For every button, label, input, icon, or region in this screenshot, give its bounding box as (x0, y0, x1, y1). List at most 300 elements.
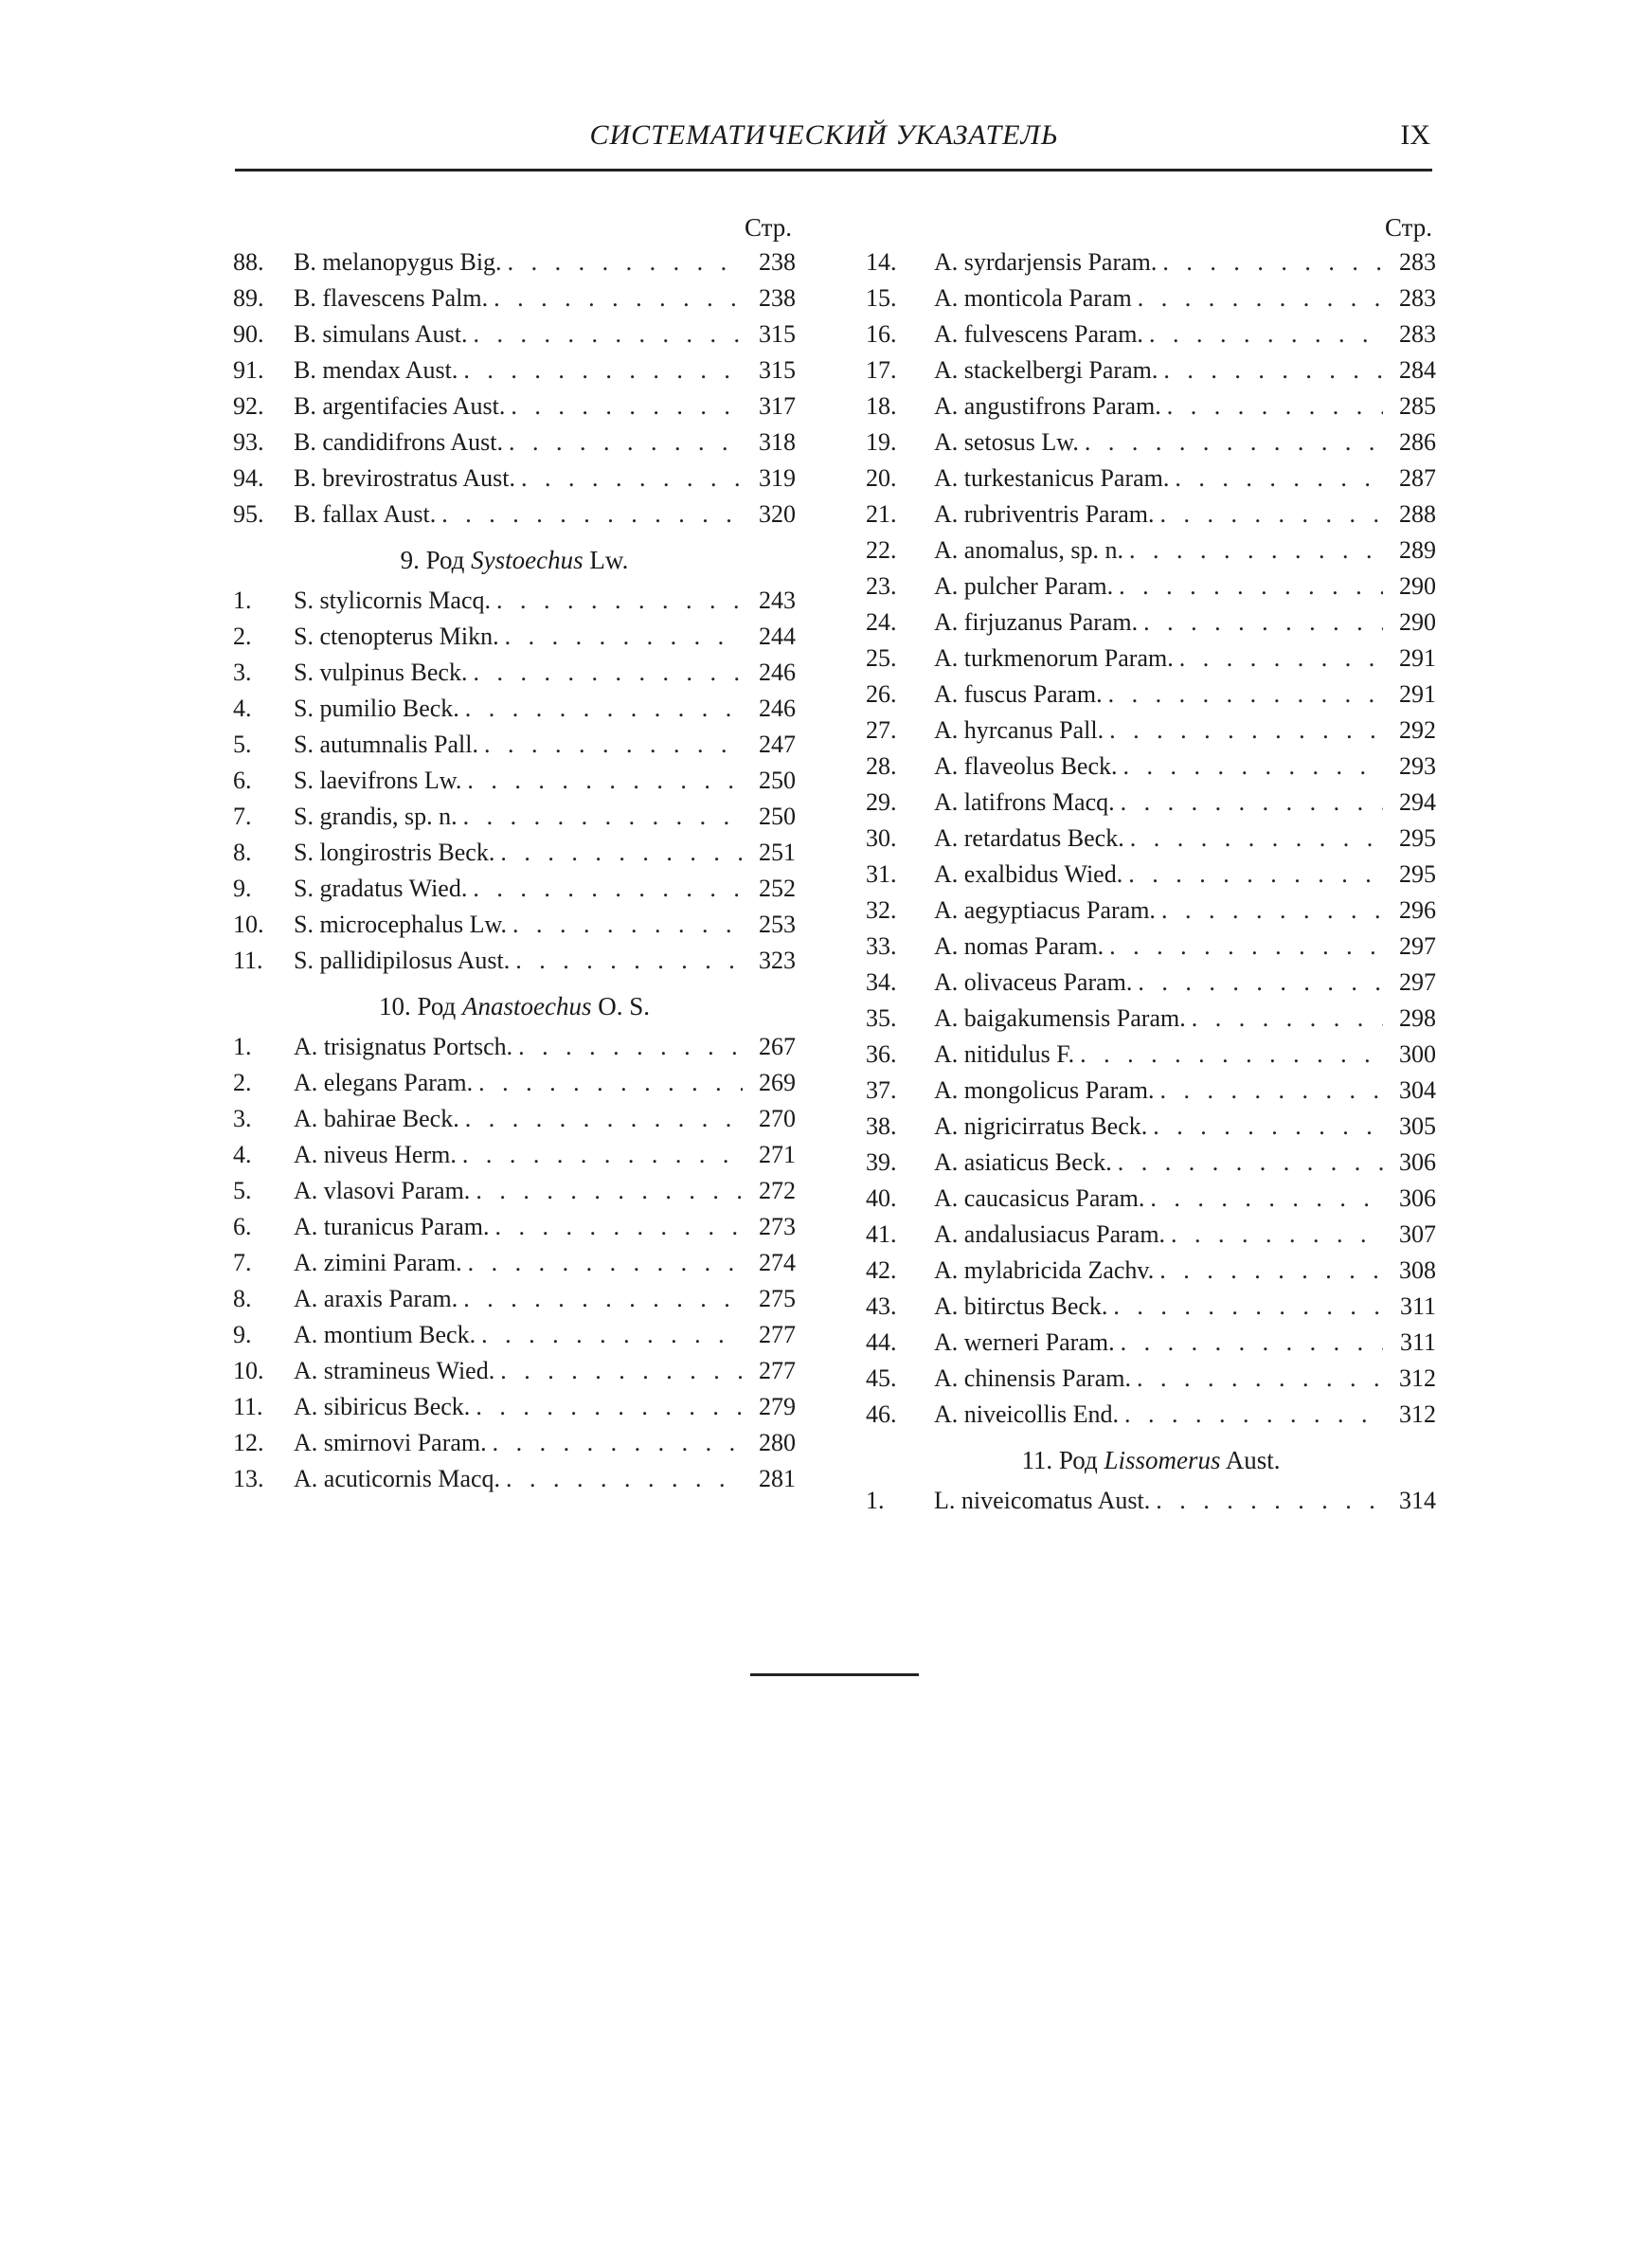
leader-dots (1169, 460, 1383, 497)
species-name: B. simulans Aust. (294, 320, 468, 348)
index-column-left (233, 210, 796, 1497)
index-entry (866, 244, 1436, 280)
index-entry (233, 799, 796, 835)
page-ref: 283 (1399, 320, 1436, 348)
species-name: A. nitidulus F. (934, 1040, 1075, 1068)
leader-dots (1123, 533, 1383, 569)
entry-number: 20. (866, 464, 897, 492)
index-entry (866, 1217, 1436, 1253)
entry-number: 92. (233, 392, 264, 420)
page-ref: 283 (1399, 248, 1436, 276)
species-name: A. trisignatus Portsch. (294, 1033, 513, 1060)
index-entry (866, 497, 1436, 533)
entry-number: 25. (866, 644, 897, 672)
index-entry (233, 1173, 796, 1209)
species-name: A. nigricirratus Beck. (934, 1112, 1148, 1140)
index-entry (866, 965, 1436, 1001)
entry-number: 9. (233, 875, 252, 902)
index-entry (866, 1001, 1436, 1037)
leader-dots (491, 583, 743, 619)
entry-number: 40. (866, 1184, 897, 1212)
index-entry (233, 943, 796, 979)
species-name: B. candidifrons Aust. (294, 428, 503, 456)
page-ref: 315 (759, 320, 796, 348)
page-ref: 295 (1399, 860, 1436, 888)
index-entry (233, 280, 796, 316)
page-ref: 311 (1399, 1292, 1436, 1320)
index-entry (866, 1483, 1436, 1519)
index-entry (866, 316, 1436, 352)
index-entry (866, 1361, 1436, 1397)
entry-number: 8. (233, 839, 252, 866)
entry-list (233, 583, 796, 979)
page-ref: 251 (759, 839, 796, 866)
page-ref: 246 (759, 695, 796, 722)
entry-number: 31. (866, 860, 897, 888)
page-ref: 252 (759, 875, 796, 902)
index-entry (866, 280, 1436, 316)
leader-dots (1147, 1109, 1383, 1145)
page-ref: 317 (759, 392, 796, 420)
leader-dots (467, 316, 743, 352)
leader-dots (1074, 1037, 1383, 1073)
page-ref: 308 (1399, 1256, 1436, 1284)
species-name: A. pulcher Param. (934, 572, 1114, 600)
leader-dots (1156, 893, 1383, 929)
page-ref: 271 (759, 1141, 796, 1168)
species-name: S. stylicornis Macq. (294, 587, 491, 614)
page-ref: 293 (1399, 752, 1436, 780)
leader-dots (1161, 388, 1383, 424)
leader-dots (500, 1461, 743, 1497)
index-entry (866, 1109, 1436, 1145)
page-ref: 270 (759, 1105, 796, 1132)
index-entry (866, 388, 1436, 424)
leader-dots (1079, 424, 1383, 460)
species-name: A. nomas Param. (934, 932, 1104, 960)
page-header-title: СИСТЕМАТИЧЕСКИЙ УКАЗАТЕЛЬ (589, 119, 1059, 151)
leader-dots (1155, 1073, 1383, 1109)
entry-number: 2. (233, 1069, 252, 1096)
header-divider (235, 169, 1432, 172)
leader-dots (1103, 677, 1383, 713)
species-name: B. argentifacies Aust. (294, 392, 506, 420)
page-ref: 247 (759, 731, 796, 758)
index-entry (233, 424, 796, 460)
page-ref: 283 (1399, 284, 1436, 312)
index-entry (866, 1181, 1436, 1217)
species-name: L. niveicomatus Aust. (934, 1487, 1151, 1514)
species-name: A. stramineus Wied. (294, 1357, 495, 1384)
leader-dots (1150, 1483, 1383, 1519)
entry-number: 34. (866, 968, 897, 996)
index-entry (866, 1145, 1436, 1181)
entry-number: 89. (233, 284, 264, 312)
page-ref: 291 (1399, 680, 1436, 708)
index-entry (233, 619, 796, 655)
index-entry (233, 244, 796, 280)
page-ref: 318 (759, 428, 796, 456)
entry-number: 1. (866, 1487, 885, 1514)
entry-number: 35. (866, 1004, 897, 1032)
page-ref: 312 (1399, 1400, 1436, 1428)
index-entry (866, 1289, 1436, 1325)
leader-dots (1144, 1181, 1383, 1217)
page-ref: 244 (759, 623, 796, 650)
species-name: A. baigakumensis Param. (934, 1004, 1186, 1032)
species-name: A. sibiricus Beck. (294, 1393, 471, 1420)
page-ref: 284 (1399, 356, 1436, 384)
page-ref: 290 (1399, 572, 1436, 600)
page-ref: 298 (1399, 1004, 1436, 1032)
species-name: A. asiaticus Beck. (934, 1148, 1112, 1176)
species-name: A. syrdarjensis Param. (934, 248, 1158, 276)
page-ref: 304 (1399, 1076, 1436, 1104)
page-ref: 273 (759, 1213, 796, 1240)
species-name: A. andalusiacus Param. (934, 1220, 1166, 1248)
species-name: S. autumnalis Pall. (294, 731, 478, 758)
entry-number: 95. (233, 500, 264, 528)
leader-dots (1104, 713, 1383, 749)
leader-dots (459, 691, 743, 727)
entry-number: 22. (866, 536, 897, 564)
species-name: A. fuscus Param. (934, 680, 1103, 708)
species-name: A. fulvescens Param. (934, 320, 1143, 348)
leader-dots (1113, 569, 1383, 605)
page-ref: 292 (1399, 716, 1436, 744)
species-name: A. elegans Param. (294, 1069, 474, 1096)
index-entry (866, 533, 1436, 569)
index-column-right (866, 210, 1436, 1519)
page-number: IX (1400, 119, 1430, 151)
leader-dots (488, 280, 743, 316)
species-name: B. flavescens Palm. (294, 284, 489, 312)
page-ref: 238 (759, 248, 796, 276)
species-name: A. stackelbergi Param. (934, 356, 1158, 384)
entry-number: 29. (866, 788, 897, 816)
leader-dots (1186, 1001, 1383, 1037)
entry-number: 2. (233, 623, 252, 650)
species-name: A. smirnovi Param. (294, 1429, 487, 1456)
index-entry (233, 1245, 796, 1281)
page-column-label: Стр. (1384, 213, 1432, 242)
page-ref: 314 (1399, 1487, 1436, 1514)
leader-dots (1124, 821, 1383, 857)
entry-number: 33. (866, 932, 897, 960)
entry-number: 91. (233, 356, 264, 384)
index-entry (233, 1389, 796, 1425)
leader-dots (510, 943, 743, 979)
index-entry (233, 388, 796, 424)
leader-dots (1157, 244, 1383, 280)
leader-dots (1158, 352, 1383, 388)
species-name: S. longirostris Beck. (294, 839, 495, 866)
page-ref: 288 (1399, 500, 1436, 528)
genus-prefix: 10. Род (378, 992, 457, 1020)
page-ref: 296 (1399, 896, 1436, 924)
page-ref: 279 (759, 1393, 796, 1420)
index-entry (866, 785, 1436, 821)
entry-number: 26. (866, 680, 897, 708)
leader-dots (507, 907, 743, 943)
index-entry (233, 1317, 796, 1353)
species-name: A. chinensis Param. (934, 1364, 1131, 1392)
genus-name: Anastoechus (462, 992, 592, 1020)
page-ref: 281 (759, 1465, 796, 1492)
species-name: A. araxis Param. (294, 1285, 458, 1312)
species-name: A. angustifrons Param. (934, 392, 1161, 420)
index-entry (866, 1037, 1436, 1073)
species-name: S. vulpinus Beck. (294, 659, 468, 686)
page-ref: 285 (1399, 392, 1436, 420)
species-name: A. montium Beck. (294, 1321, 476, 1348)
species-name: A. niveus Herm. (294, 1141, 457, 1168)
entry-number: 14. (866, 248, 897, 276)
genus-author: Lw. (589, 546, 629, 574)
page-ref: 320 (759, 500, 796, 528)
index-entry (233, 1209, 796, 1245)
leader-dots (505, 388, 743, 424)
entry-number: 30. (866, 824, 897, 852)
species-name: A. hyrcanus Pall. (934, 716, 1104, 744)
page-ref: 250 (759, 767, 796, 794)
index-entry (866, 929, 1436, 965)
index-entry (233, 1137, 796, 1173)
species-name: S. gradatus Wied. (294, 875, 468, 902)
species-name: A. caucasicus Param. (934, 1184, 1145, 1212)
genus-name: Systoechus (471, 546, 584, 574)
entry-number: 17. (866, 356, 897, 384)
entry-number: 3. (233, 659, 252, 686)
entry-number: 24. (866, 608, 897, 636)
entry-number: 19. (866, 428, 897, 456)
index-entry (233, 691, 796, 727)
species-name: A. turkestanicus Param. (934, 464, 1170, 492)
index-entry (866, 424, 1436, 460)
entry-number: 88. (233, 248, 264, 276)
entry-number: 44. (866, 1328, 897, 1356)
entry-number: 13. (233, 1465, 264, 1492)
species-name: A. werneri Param. (934, 1328, 1115, 1356)
page-ref: 286 (1399, 428, 1436, 456)
genus-prefix: 9. Род (400, 546, 465, 574)
page-ref: 300 (1399, 1040, 1436, 1068)
page-ref: 287 (1399, 464, 1436, 492)
leader-dots (462, 1245, 743, 1281)
index-entry (866, 677, 1436, 713)
entry-number: 5. (233, 731, 252, 758)
index-entry (233, 727, 796, 763)
entry-number: 93. (233, 428, 264, 456)
index-entry (866, 893, 1436, 929)
page-ref: 319 (759, 464, 796, 492)
index-entry (233, 907, 796, 943)
leader-dots (499, 619, 743, 655)
leader-dots (512, 1029, 743, 1065)
page-ref: 311 (1399, 1328, 1436, 1356)
entry-number: 6. (233, 1213, 252, 1240)
genus-heading-lissomerus (866, 1437, 1436, 1483)
leader-dots (459, 1101, 743, 1137)
entry-number: 23. (866, 572, 897, 600)
leader-dots (467, 871, 743, 907)
index-entry (866, 605, 1436, 641)
entry-number: 90. (233, 320, 264, 348)
species-name: A. latifrons Macq. (934, 788, 1115, 816)
page-ref: 250 (759, 803, 796, 830)
page-ref: 294 (1399, 788, 1436, 816)
page-ref: 307 (1399, 1220, 1436, 1248)
index-entry (866, 821, 1436, 857)
entry-number: 32. (866, 896, 897, 924)
entry-number: 16. (866, 320, 897, 348)
entry-number: 5. (233, 1177, 252, 1204)
genus-prefix: 11. Род (1021, 1446, 1098, 1474)
species-name: A. zimini Param. (294, 1249, 462, 1276)
page-column-label: Стр. (744, 213, 792, 242)
leader-dots (1174, 641, 1383, 677)
species-name: S. pumilio Beck. (294, 695, 459, 722)
species-name: A. rubriventris Param. (934, 500, 1155, 528)
leader-dots (502, 244, 743, 280)
leader-dots (1155, 497, 1383, 533)
species-name: B. brevirostratus Aust. (294, 464, 515, 492)
species-name: A. setosus Lw. (934, 428, 1079, 456)
leader-dots (1122, 857, 1383, 893)
page-ref: 306 (1399, 1148, 1436, 1176)
entry-number: 36. (866, 1040, 897, 1068)
entry-number: 11. (233, 1393, 263, 1420)
species-name: A. anomalus, sp. n. (934, 536, 1124, 564)
page-ref: 243 (759, 587, 796, 614)
entry-number: 11. (233, 947, 263, 974)
page-ref: 238 (759, 284, 796, 312)
entry-number: 7. (233, 803, 252, 830)
index-entry (233, 1461, 796, 1497)
leader-dots (436, 497, 743, 533)
page-ref: 253 (759, 911, 796, 938)
index-entry (866, 460, 1436, 497)
species-name: B. mendax Aust. (294, 356, 458, 384)
leader-dots (1132, 965, 1383, 1001)
page-ref: 280 (759, 1429, 796, 1456)
leader-dots (1132, 280, 1383, 316)
leader-dots (470, 1389, 743, 1425)
leader-dots (1165, 1217, 1383, 1253)
index-entry (233, 835, 796, 871)
index-entry (866, 569, 1436, 605)
entry-number: 6. (233, 767, 252, 794)
page-ref: 277 (759, 1321, 796, 1348)
species-name: A. monticola Param (934, 284, 1132, 312)
entry-number: 7. (233, 1249, 252, 1276)
index-entry (866, 857, 1436, 893)
leader-dots (515, 460, 743, 497)
leader-dots (476, 1317, 743, 1353)
species-name: A. olivaceus Param. (934, 968, 1133, 996)
species-name: A. turkmenorum Param. (934, 644, 1174, 672)
page-ref: 305 (1399, 1112, 1436, 1140)
index-entry (866, 1073, 1436, 1109)
leader-dots (1138, 605, 1383, 641)
leader-dots (461, 763, 743, 799)
species-name: A. firjuzanus Param. (934, 608, 1139, 636)
species-name: A. vlasovi Param. (294, 1177, 471, 1204)
index-entry (233, 497, 796, 533)
entry-number: 94. (233, 464, 264, 492)
entry-number: 43. (866, 1292, 897, 1320)
entry-number: 10. (233, 1357, 264, 1384)
index-entry (866, 641, 1436, 677)
leader-dots (470, 1173, 743, 1209)
leader-dots (1119, 1397, 1383, 1433)
index-entry (233, 1425, 796, 1461)
page-ref: 275 (759, 1285, 796, 1312)
page-ref: 246 (759, 659, 796, 686)
page-ref: 312 (1399, 1364, 1436, 1392)
leader-dots (1107, 1289, 1383, 1325)
index-entry (866, 352, 1436, 388)
entry-list (233, 244, 796, 533)
page-ref: 290 (1399, 608, 1436, 636)
species-name: A. mongolicus Param. (934, 1076, 1155, 1104)
leader-dots (1115, 1325, 1383, 1361)
index-entry (233, 655, 796, 691)
page-ref: 297 (1399, 932, 1436, 960)
species-name: A. bitirctus Beck. (934, 1292, 1108, 1320)
entry-number: 38. (866, 1112, 897, 1140)
leader-dots (1131, 1361, 1383, 1397)
footer-divider (750, 1673, 919, 1676)
index-entry (866, 1325, 1436, 1361)
entry-list (866, 1483, 1436, 1519)
entry-number: 10. (233, 911, 264, 938)
leader-dots (1112, 1145, 1383, 1181)
index-entry (866, 1253, 1436, 1289)
page-ref: 267 (759, 1033, 796, 1060)
index-entry (866, 749, 1436, 785)
index-entry (233, 352, 796, 388)
species-name: A. niveicollis End. (934, 1400, 1119, 1428)
leader-dots (494, 1353, 743, 1389)
leader-dots (458, 799, 743, 835)
species-name: S. microcephalus Lw. (294, 911, 508, 938)
entry-list (233, 1029, 796, 1497)
leader-dots (1115, 785, 1383, 821)
index-entry (233, 763, 796, 799)
leader-dots (457, 1137, 743, 1173)
species-name: A. acuticornis Macq. (294, 1465, 501, 1492)
entry-number: 21. (866, 500, 897, 528)
leader-dots (1154, 1253, 1383, 1289)
entry-list (866, 244, 1436, 1433)
genus-heading-systoechus (233, 537, 796, 583)
leader-dots (1104, 929, 1383, 965)
index-entry (233, 1281, 796, 1317)
index-entry (233, 1029, 796, 1065)
page-ref: 306 (1399, 1184, 1436, 1212)
genus-author: Aust. (1225, 1446, 1281, 1474)
leader-dots (1118, 749, 1383, 785)
entry-number: 45. (866, 1364, 897, 1392)
index-entry (233, 460, 796, 497)
page-ref: 289 (1399, 536, 1436, 564)
entry-number: 8. (233, 1285, 252, 1312)
species-name: S. pallidipilosus Aust. (294, 947, 511, 974)
entry-number: 27. (866, 716, 897, 744)
species-name: S. grandis, sp. n. (294, 803, 458, 830)
species-name: A. aegyptiacus Param. (934, 896, 1156, 924)
